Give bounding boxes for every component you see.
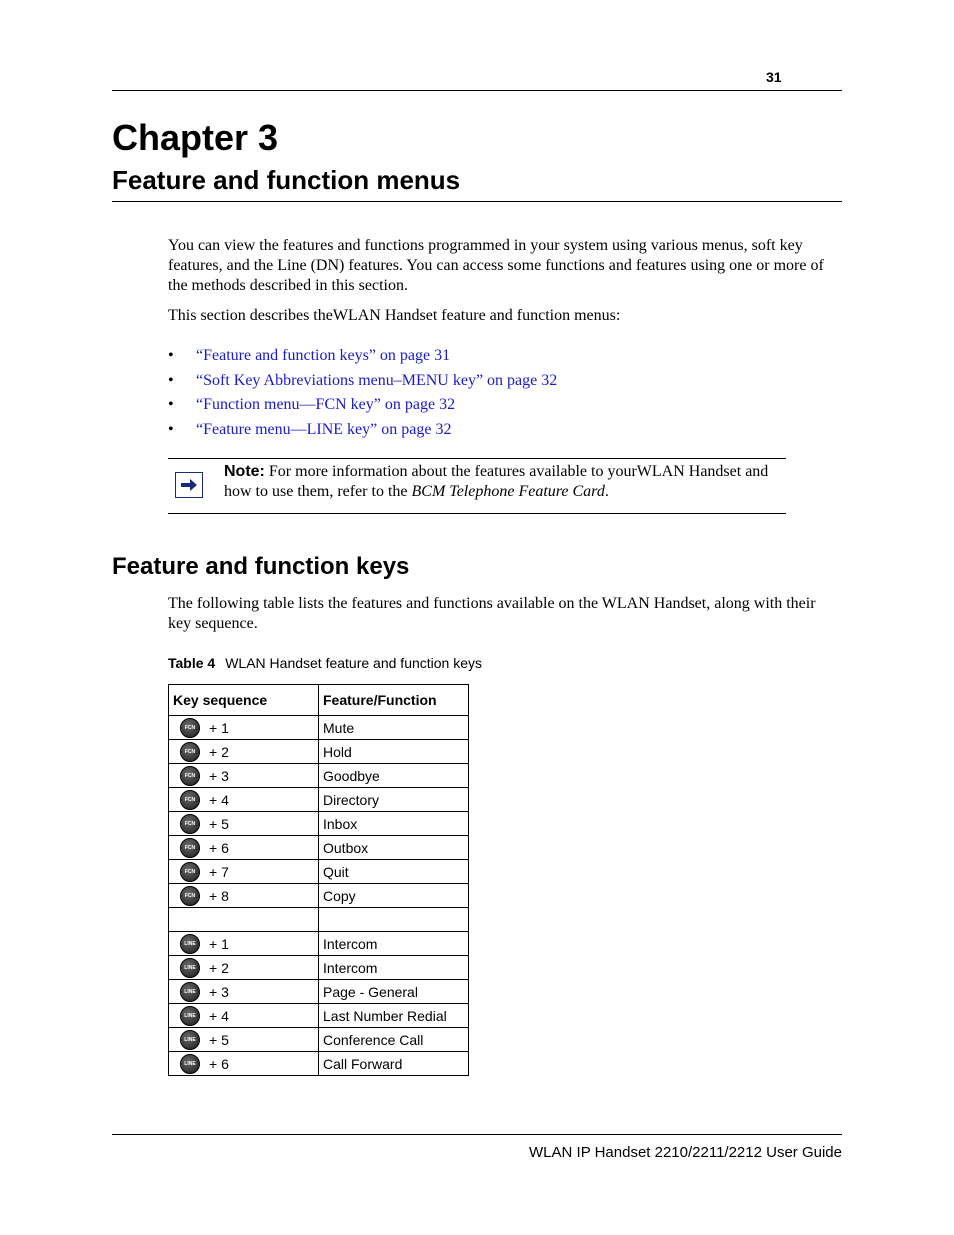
table-caption-tag: Table 4 — [168, 655, 216, 671]
section-intro: This section describes theWLAN Handset feature and function menus: — [168, 307, 621, 324]
feature-cell: Goodbye — [319, 764, 469, 788]
section-paragraph: The following table lists the features and functions available on the WLAN Handset, along with their key sequence. — [168, 595, 816, 632]
feature-cell: Directory — [319, 788, 469, 812]
key-sequence: + 4 — [209, 1007, 229, 1024]
fcn-key-icon: FCN — [180, 718, 200, 738]
line-key-icon: LINE — [180, 1054, 200, 1074]
fcn-key-icon: FCN — [180, 766, 200, 786]
key-cell — [173, 1006, 314, 1026]
page-number: 31 — [766, 69, 782, 85]
list-item — [168, 345, 557, 370]
table-caption — [168, 655, 482, 671]
key-sequence-cell — [169, 980, 319, 1004]
feature-cell: Hold — [319, 740, 469, 764]
key-cell — [173, 982, 314, 1002]
key-sequence-cell — [169, 1004, 319, 1028]
key-sequence-cell — [169, 836, 319, 860]
table-row — [169, 788, 469, 812]
key-sequence: + 6 — [209, 1055, 229, 1072]
key-sequence-cell — [169, 812, 319, 836]
key-sequence: + 1 — [209, 719, 229, 736]
table-row — [169, 1028, 469, 1052]
line-key-icon: LINE — [180, 934, 200, 954]
list-item — [168, 394, 557, 419]
blank-cell — [319, 908, 469, 932]
header-feature-function: Feature/Function — [319, 685, 469, 716]
footer-rule — [112, 1134, 842, 1135]
fcn-key-icon: FCN — [180, 814, 200, 834]
link-function-menu[interactable]: “Function menu—FCN key” on page 32 — [196, 396, 456, 414]
line-key-icon: LINE — [180, 958, 200, 978]
header-key-sequence: Key sequence — [169, 685, 319, 716]
key-sequence-cell — [169, 932, 319, 956]
table-row — [169, 884, 469, 908]
key-sequence-cell — [169, 740, 319, 764]
feature-cell: Intercom — [319, 932, 469, 956]
key-sequence: + 7 — [209, 863, 229, 880]
feature-cell: Last Number Redial — [319, 1004, 469, 1028]
table-row — [169, 740, 469, 764]
key-cell — [173, 814, 314, 834]
fcn-key-icon: FCN — [180, 838, 200, 858]
key-sequence: + 5 — [209, 1031, 229, 1048]
feature-cell: Conference Call — [319, 1028, 469, 1052]
link-feature-menu[interactable]: “Feature menu—LINE key” on page 32 — [196, 420, 452, 438]
key-sequence: + 5 — [209, 815, 229, 832]
link-soft-key-abbreviations[interactable]: “Soft Key Abbreviations menu–MENU key” on page 32 — [196, 371, 558, 389]
chapter-subtitle: Feature and function menus — [112, 165, 461, 195]
line-key-icon: LINE — [180, 982, 200, 1002]
table-row — [169, 1052, 469, 1076]
key-cell — [173, 958, 314, 978]
intro-paragraph: You can view the features and functions programmed in your system using various menus, soft key features, and the Line (DN) features. You can access some functions and features using one or more of the methods described in this section. — [168, 237, 824, 294]
table-row — [169, 836, 469, 860]
key-cell — [173, 1054, 314, 1074]
table-body — [169, 716, 469, 1076]
key-sequence: + 4 — [209, 791, 229, 808]
bullet-glyph: • — [168, 420, 174, 438]
key-cell — [173, 766, 314, 786]
feature-cell: Outbox — [319, 836, 469, 860]
section-title: Feature and function keys — [112, 553, 410, 580]
key-sequence: + 3 — [209, 983, 229, 1000]
header-rule — [112, 90, 842, 91]
key-sequence-cell — [169, 716, 319, 740]
table-caption-text: WLAN Handset feature and function keys — [225, 655, 483, 671]
key-cell — [173, 886, 314, 906]
key-cell — [173, 718, 314, 738]
key-sequence: + 1 — [209, 935, 229, 952]
key-sequence: + 3 — [209, 767, 229, 784]
note-label: Note: — [224, 463, 265, 480]
feature-cell: Call Forward — [319, 1052, 469, 1076]
list-item — [168, 370, 557, 395]
feature-cell: Quit — [319, 860, 469, 884]
table-row — [169, 860, 469, 884]
key-cell — [173, 862, 314, 882]
note-body: For more information about the features available to yourWLAN Handset and how to use them, refer to the — [224, 463, 769, 500]
key-sequence-cell — [169, 1028, 319, 1052]
key-cell — [173, 790, 314, 810]
fcn-key-icon: FCN — [180, 886, 200, 906]
key-cell — [173, 838, 314, 858]
key-cell — [173, 934, 314, 954]
table-row — [169, 764, 469, 788]
key-sequence-cell — [169, 884, 319, 908]
key-sequence: + 2 — [209, 959, 229, 976]
note-box — [168, 458, 786, 514]
key-sequence-cell — [169, 860, 319, 884]
key-sequence-cell — [169, 764, 319, 788]
feature-cell: Page - General — [319, 980, 469, 1004]
line-key-icon: LINE — [180, 1006, 200, 1026]
title-rule — [112, 201, 842, 202]
fcn-key-icon: FCN — [180, 742, 200, 762]
chapter-title: Chapter 3 — [112, 117, 279, 158]
table-row — [169, 956, 469, 980]
key-sequence: + 2 — [209, 743, 229, 760]
key-cell — [173, 1030, 314, 1050]
feature-cell: Inbox — [319, 812, 469, 836]
footer-text: WLAN IP Handset 2210/2211/2212 User Guide — [529, 1144, 842, 1161]
key-sequence-cell — [169, 956, 319, 980]
line-key-icon: LINE — [180, 1030, 200, 1050]
bullet-glyph: • — [168, 347, 174, 364]
arrow-right-icon — [175, 472, 203, 498]
link-list — [168, 345, 557, 443]
feature-cell: Copy — [319, 884, 469, 908]
feature-cell: Intercom — [319, 956, 469, 980]
table-row — [169, 716, 469, 740]
key-cell — [173, 742, 314, 762]
bullet-glyph: • — [168, 371, 174, 389]
key-sequence: + 6 — [209, 839, 229, 856]
table-header-row — [169, 685, 469, 716]
fcn-key-icon: FCN — [180, 862, 200, 882]
key-sequence-cell — [169, 788, 319, 812]
link-feature-function-keys[interactable]: “Feature and function keys” on page 31 — [196, 347, 451, 364]
table-row-blank — [169, 908, 469, 932]
note-end: . — [604, 483, 609, 500]
bullet-glyph: • — [168, 396, 174, 414]
note-text — [224, 462, 784, 502]
list-item — [168, 419, 557, 444]
table-row — [169, 980, 469, 1004]
table-row — [169, 932, 469, 956]
feature-cell: Mute — [319, 716, 469, 740]
table-row — [169, 812, 469, 836]
fcn-key-icon: FCN — [180, 790, 200, 810]
keys-table — [168, 684, 469, 1076]
key-sequence-cell — [169, 1052, 319, 1076]
key-sequence: + 8 — [209, 887, 229, 904]
blank-cell — [169, 908, 319, 932]
note-doc-title: BCM Telephone Feature Card — [411, 483, 605, 500]
table-row — [169, 1004, 469, 1028]
